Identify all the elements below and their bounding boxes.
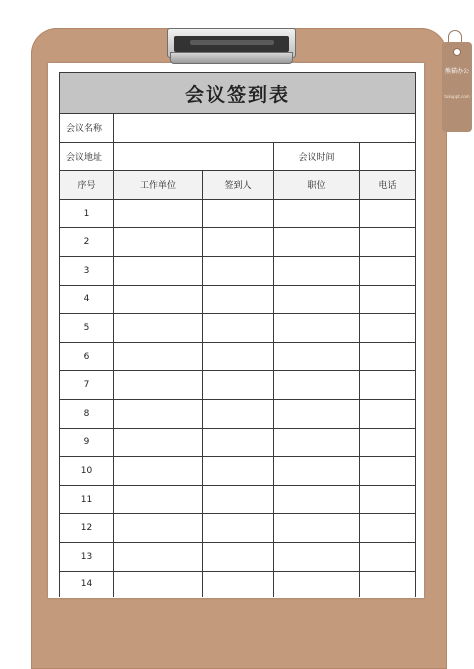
company-cell[interactable] (114, 542, 203, 571)
column-header-signer: 签到人 (203, 171, 274, 200)
position-cell[interactable] (274, 199, 360, 228)
signer-cell[interactable] (203, 228, 274, 257)
company-cell[interactable] (114, 485, 203, 514)
position-cell[interactable] (274, 256, 360, 285)
signer-cell[interactable] (203, 571, 274, 597)
company-cell[interactable] (114, 199, 203, 228)
phone-cell[interactable] (360, 285, 416, 314)
signer-cell[interactable] (203, 542, 274, 571)
meeting-address-label: 会议地址 (60, 142, 114, 171)
row-index: 13 (60, 542, 114, 571)
signer-cell[interactable] (203, 485, 274, 514)
position-cell[interactable] (274, 571, 360, 597)
meeting-time-field[interactable] (360, 142, 416, 171)
table-row (60, 485, 416, 514)
signer-cell[interactable] (203, 428, 274, 457)
signer-cell[interactable] (203, 314, 274, 343)
signer-cell[interactable] (203, 342, 274, 371)
position-cell[interactable] (274, 314, 360, 343)
meeting-name-field[interactable] (114, 114, 416, 143)
company-cell[interactable] (114, 428, 203, 457)
position-cell[interactable] (274, 457, 360, 486)
meeting-time-label: 会议时间 (274, 142, 360, 171)
position-cell[interactable] (274, 371, 360, 400)
phone-cell[interactable] (360, 514, 416, 543)
company-cell[interactable] (114, 371, 203, 400)
phone-cell[interactable] (360, 571, 416, 597)
table-row (60, 457, 416, 486)
table-header-row (60, 171, 416, 200)
table-row (60, 428, 416, 457)
phone-cell[interactable] (360, 428, 416, 457)
phone-cell[interactable] (360, 342, 416, 371)
table-row (60, 542, 416, 571)
company-cell[interactable] (114, 514, 203, 543)
tag-hole (453, 48, 461, 56)
company-cell[interactable] (114, 285, 203, 314)
company-cell[interactable] (114, 314, 203, 343)
column-header-phone: 电话 (360, 171, 416, 200)
column-header-company: 工作单位 (114, 171, 203, 200)
table-row (60, 514, 416, 543)
position-cell[interactable] (274, 228, 360, 257)
row-index: 5 (60, 314, 114, 343)
signer-cell[interactable] (203, 371, 274, 400)
meeting-name-label: 会议名称 (60, 114, 114, 143)
signer-cell[interactable] (203, 199, 274, 228)
page-title: 会议签到表 (60, 73, 416, 114)
row-index: 10 (60, 457, 114, 486)
phone-cell[interactable] (360, 228, 416, 257)
phone-cell[interactable] (360, 485, 416, 514)
signer-cell[interactable] (203, 514, 274, 543)
row-index: 2 (60, 228, 114, 257)
column-header-position: 职位 (274, 171, 360, 200)
company-cell[interactable] (114, 228, 203, 257)
position-cell[interactable] (274, 428, 360, 457)
position-cell[interactable] (274, 399, 360, 428)
signer-cell[interactable] (203, 285, 274, 314)
position-cell[interactable] (274, 542, 360, 571)
phone-cell[interactable] (360, 371, 416, 400)
position-cell[interactable] (274, 514, 360, 543)
company-cell[interactable] (114, 256, 203, 285)
table-row (60, 314, 416, 343)
row-index: 11 (60, 485, 114, 514)
table-row (60, 571, 416, 597)
table-row (60, 228, 416, 257)
table-row (60, 342, 416, 371)
phone-cell[interactable] (360, 542, 416, 571)
phone-cell[interactable] (360, 199, 416, 228)
phone-cell[interactable] (360, 256, 416, 285)
row-index: 9 (60, 428, 114, 457)
phone-cell[interactable] (360, 314, 416, 343)
position-cell[interactable] (274, 342, 360, 371)
company-cell[interactable] (114, 457, 203, 486)
company-cell[interactable] (114, 571, 203, 597)
signer-cell[interactable] (203, 256, 274, 285)
company-cell[interactable] (114, 342, 203, 371)
row-index: 14 (60, 571, 114, 597)
row-index: 12 (60, 514, 114, 543)
position-cell[interactable] (274, 285, 360, 314)
table-row (60, 285, 416, 314)
table-row (60, 399, 416, 428)
row-index: 1 (60, 199, 114, 228)
signer-cell[interactable] (203, 399, 274, 428)
row-index: 4 (60, 285, 114, 314)
table-row (60, 256, 416, 285)
sign-in-table (59, 72, 416, 597)
tag-brand-text: 熊猫办公 (444, 68, 469, 75)
meeting-address-field[interactable] (114, 142, 274, 171)
row-index: 3 (60, 256, 114, 285)
signer-cell[interactable] (203, 457, 274, 486)
column-header-index: 序号 (60, 171, 114, 200)
table-row (60, 199, 416, 228)
company-cell[interactable] (114, 399, 203, 428)
clip-slot (190, 40, 274, 45)
position-cell[interactable] (274, 485, 360, 514)
tag-sub-text: tukuppt.com (444, 94, 470, 99)
row-index: 6 (60, 342, 114, 371)
clip-base (170, 52, 293, 64)
phone-cell[interactable] (360, 399, 416, 428)
phone-cell[interactable] (360, 457, 416, 486)
row-index: 7 (60, 371, 114, 400)
table-row (60, 371, 416, 400)
row-index: 8 (60, 399, 114, 428)
